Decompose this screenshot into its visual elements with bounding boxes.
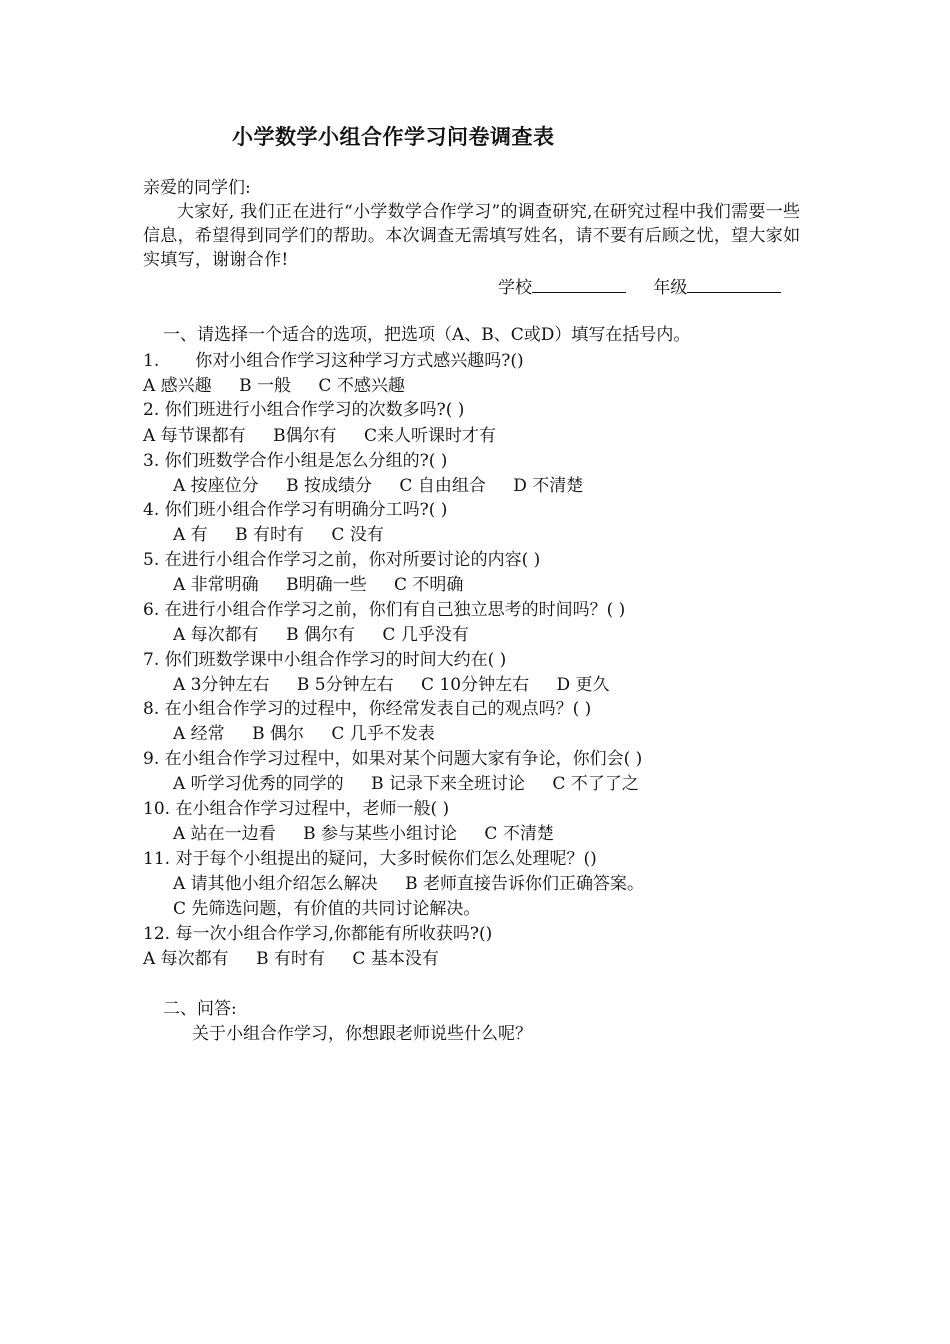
option[interactable]: C 几乎没有	[382, 625, 469, 645]
option[interactable]: B 偶尔有	[286, 625, 355, 645]
option[interactable]: B明确一些	[286, 575, 367, 595]
question-4	[143, 498, 447, 522]
question-text: 在进行小组合作学习之前，你对所要讨论的内容( )	[164, 550, 541, 570]
option[interactable]: C 没有	[331, 525, 384, 545]
option[interactable]: C 自由组合	[399, 476, 486, 496]
question-number: 3.	[143, 451, 160, 471]
question-text: 你们班小组合作学习有明确分工吗?( )	[164, 500, 448, 520]
option[interactable]: C 基本没有	[352, 949, 439, 969]
question-9	[143, 747, 642, 771]
grade-blank[interactable]	[687, 274, 781, 293]
question-12	[143, 922, 492, 946]
section2-question: 关于小组合作学习，你想跟老师说些什么呢？	[192, 1024, 532, 1044]
question-5-options	[173, 573, 463, 597]
option[interactable]: D 更久	[556, 675, 610, 695]
question-2-options	[143, 424, 496, 448]
option[interactable]: B 按成绩分	[286, 476, 372, 496]
question-1-options	[143, 374, 405, 398]
option[interactable]: C 不清楚	[484, 824, 554, 844]
question-1	[143, 349, 524, 373]
school-blank[interactable]	[532, 274, 626, 293]
option[interactable]: B 老师直接告诉你们正确答案。	[405, 874, 644, 894]
question-text: 对于每个小组提出的疑问，大多时候你们怎么处理呢？()	[175, 849, 597, 869]
question-7-options	[173, 673, 610, 697]
school-grade-row	[498, 274, 781, 300]
question-2	[143, 398, 464, 422]
option[interactable]: A 有	[173, 525, 208, 545]
question-number: 12.	[143, 924, 171, 944]
grade-label: 年级	[653, 278, 688, 298]
question-text: 你对小组合作学习这种学习方式感兴趣吗?()	[195, 351, 524, 371]
question-text: 你们班数学课中小组合作学习的时间大约在( )	[164, 650, 507, 670]
option[interactable]: D 不清楚	[513, 476, 584, 496]
question-text: 在小组合作学习的过程中，你经常发表自己的观点吗？( )	[164, 699, 592, 719]
section2-heading: 二、问答:	[163, 999, 237, 1019]
intro-block	[143, 176, 808, 272]
option[interactable]: B 5分钟左右	[296, 675, 394, 695]
question-6	[143, 598, 625, 622]
question-text: 在小组合作学习过程中，老师一般( )	[175, 799, 450, 819]
question-9-options	[173, 772, 639, 796]
option[interactable]: B 偶尔	[252, 724, 304, 744]
question-11-options-2	[173, 897, 480, 921]
question-number: 5.	[143, 550, 160, 570]
question-number: 10.	[143, 799, 171, 819]
option[interactable]: B 记录下来全班讨论	[371, 774, 525, 794]
option[interactable]: C 先筛选问题，有价值的共同讨论解决。	[173, 899, 481, 919]
option[interactable]: A 感兴趣	[143, 376, 212, 396]
question-number: 6.	[143, 600, 160, 620]
option[interactable]: A 非常明确	[173, 575, 259, 595]
question-number: 1.	[143, 351, 160, 371]
page-title: 小学数学小组合作学习问卷调查表	[232, 124, 555, 149]
question-3	[143, 449, 447, 473]
question-5	[143, 548, 540, 572]
school-label: 学校	[498, 278, 532, 298]
question-6-options	[173, 623, 469, 647]
question-3-options	[173, 474, 583, 498]
question-number: 7.	[143, 650, 160, 670]
option[interactable]: C 不感兴趣	[318, 376, 405, 396]
question-number: 9.	[143, 749, 160, 769]
option[interactable]: A 听学习优秀的同学的	[173, 774, 344, 794]
option[interactable]: B 一般	[239, 376, 291, 396]
option[interactable]: A 按座位分	[173, 476, 259, 496]
option[interactable]: C 不明确	[394, 575, 464, 595]
question-8	[143, 697, 591, 721]
question-text: 在进行小组合作学习之前，你们有自己独立思考的时间吗？( )	[164, 600, 626, 620]
option[interactable]: A 请其他小组介绍怎么解决	[173, 874, 378, 894]
question-text: 你们班进行小组合作学习的次数多吗?( )	[164, 400, 465, 420]
question-11	[143, 847, 597, 871]
option[interactable]: A 每节课都有	[143, 426, 246, 446]
option[interactable]: C 10分钟左右	[421, 675, 530, 695]
greeting: 亲爱的同学们:	[143, 178, 251, 198]
question-8-options	[173, 722, 435, 746]
option[interactable]: B 参与某些小组讨论	[303, 824, 457, 844]
option[interactable]: A 3分钟左右	[173, 675, 270, 695]
question-number: 8.	[143, 699, 160, 719]
question-10	[143, 797, 449, 821]
question-number: 2.	[143, 400, 160, 420]
question-10-options	[173, 822, 554, 846]
question-11-options	[173, 872, 644, 896]
intro-body: 大家好, 我们正在进行“小学数学合作学习”的调查研究,在研究过程中我们需要一些信息，希望得到同学们的帮助。本次调查无需填写姓名，请不要有后顾之忧，望大家如实填写，谢谢合作!	[143, 202, 801, 270]
question-text: 每一次小组合作学习,你都能有所收获吗?()	[175, 924, 493, 944]
option[interactable]: A 每次都有	[173, 625, 259, 645]
option[interactable]: A 站在一边看	[173, 824, 276, 844]
option[interactable]: C来人听课时才有	[364, 426, 497, 446]
option[interactable]: B偶尔有	[273, 426, 337, 446]
option[interactable]: B 有时有	[235, 525, 304, 545]
option[interactable]: C 不了了之	[552, 774, 639, 794]
question-text: 在小组合作学习过程中，如果对某个问题大家有争论，你们会( )	[164, 749, 643, 769]
question-7	[143, 648, 506, 672]
option[interactable]: C 几乎不发表	[331, 724, 435, 744]
question-text: 你们班数学合作小组是怎么分组的?( )	[164, 451, 448, 471]
section1-heading: 一、请选择一个适合的选项，把选项（A、B、C或D）填写在括号内。	[163, 325, 691, 345]
question-4-options	[173, 523, 384, 547]
question-12-options	[143, 947, 439, 971]
question-number: 4.	[143, 500, 160, 520]
option[interactable]: A 每次都有	[143, 949, 229, 969]
option[interactable]: B 有时有	[256, 949, 325, 969]
question-number: 11.	[143, 849, 171, 869]
option[interactable]: A 经常	[173, 724, 225, 744]
